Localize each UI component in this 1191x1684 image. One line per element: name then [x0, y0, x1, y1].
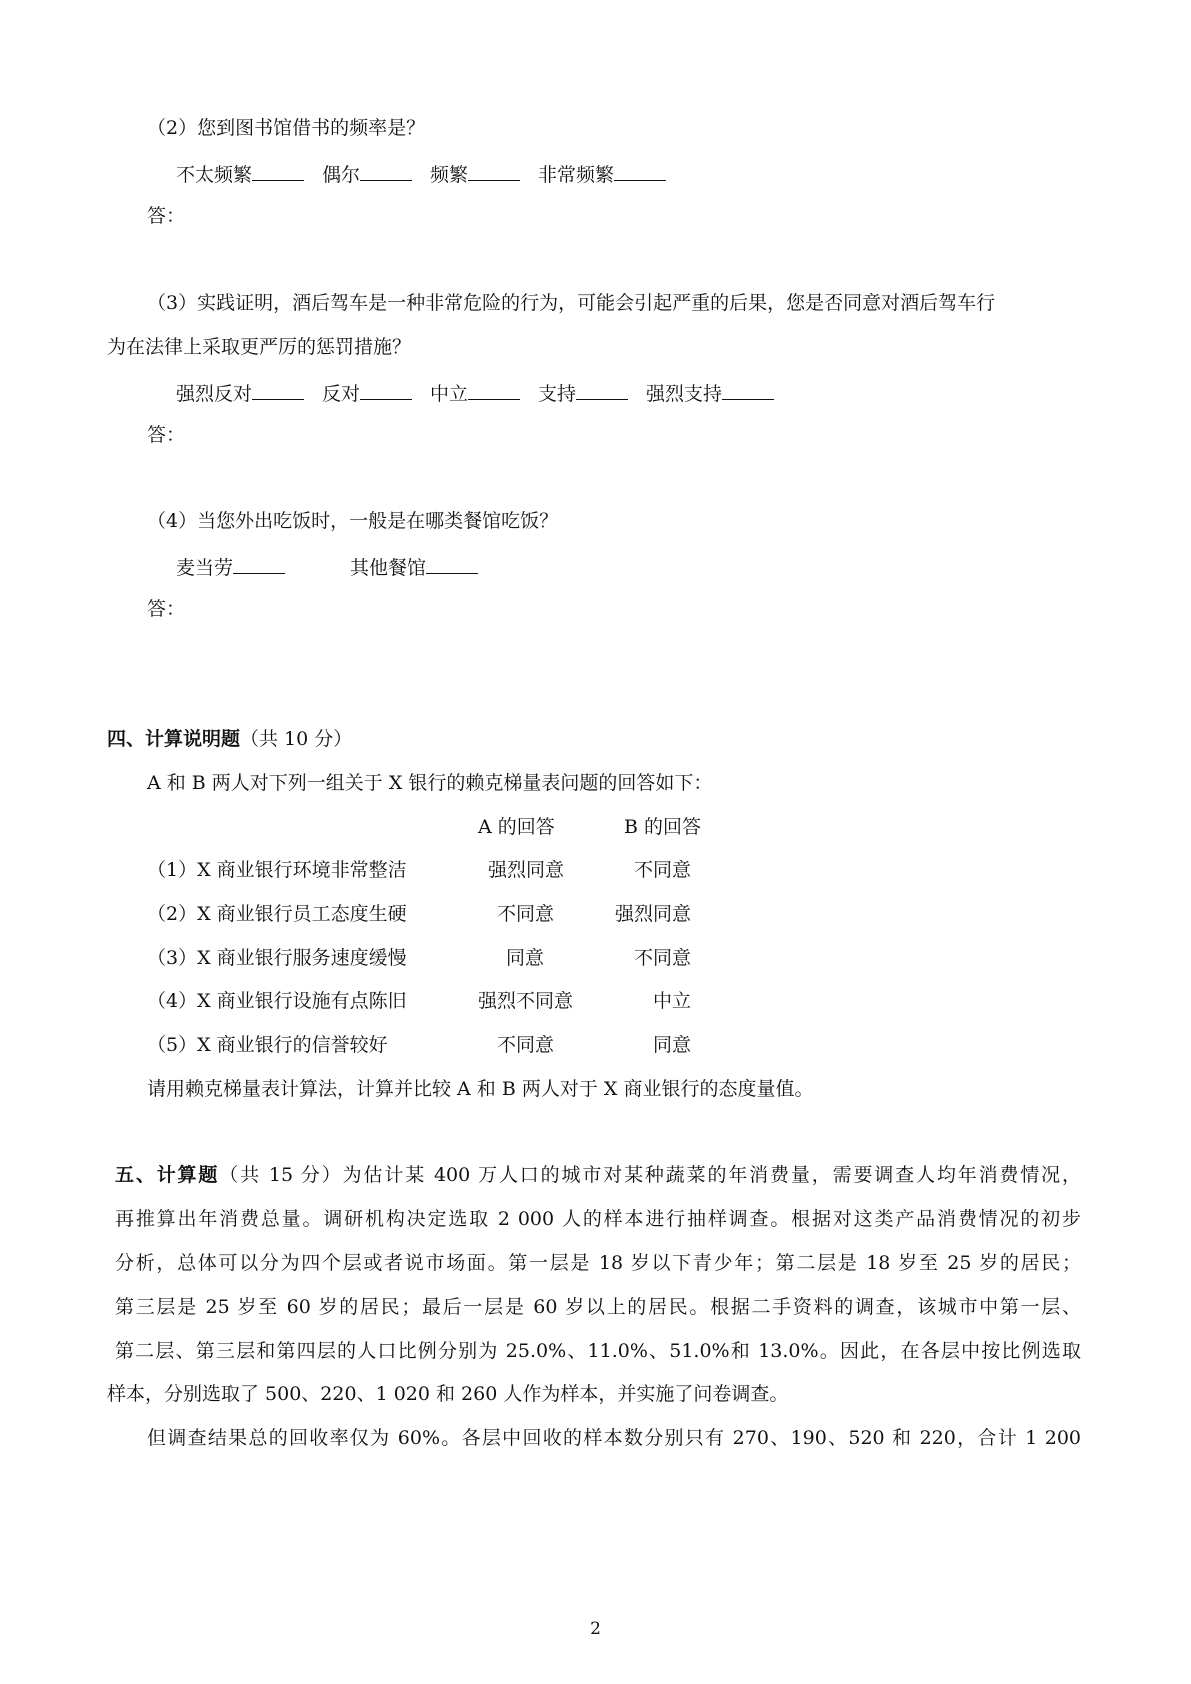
table-row-b: 不同意	[634, 859, 692, 881]
table-row-item: （5）X 商业银行的信誉较好	[147, 1034, 388, 1056]
section4-instruction: 请用赖克梯量表计算法，计算并比较 A 和 B 两人对于 X 商业银行的态度量值。	[147, 1078, 814, 1100]
section4-heading	[107, 727, 352, 751]
q2-blank-4[interactable]	[614, 162, 666, 181]
q3-question-line2: 为在法律上采取更严厉的惩罚措施？	[107, 336, 412, 358]
q4-option-2: 其他餐馆	[350, 553, 478, 580]
table-row-item: （4）X 商业银行设施有点陈旧	[147, 990, 407, 1012]
section4-title: 四、计算说明题	[107, 728, 241, 750]
q3-option-1: 强烈反对	[176, 379, 304, 406]
q4-question: （4）当您外出吃饭时，一般是在哪类餐馆吃饭？	[147, 510, 559, 532]
q4-blank-2[interactable]	[426, 555, 478, 574]
q4-blank-1[interactable]	[233, 555, 285, 574]
q3-option-3: 中立	[430, 379, 520, 406]
table-row-a: 强烈同意	[488, 859, 565, 881]
section4-score: （共 10 分）	[240, 728, 353, 750]
q3-answer-label: 答：	[147, 424, 186, 446]
table-row-item: （1）X 商业银行环境非常整洁	[147, 859, 407, 881]
section4-intro: A 和 B 两人对下列一组关于 X 银行的赖克梯量表问题的回答如下：	[147, 772, 713, 794]
section4-col-b-header: B 的回答	[624, 816, 702, 838]
q3-question-line1: （3）实践证明，酒后驾车是一种非常危险的行为，可能会引起严重的后果，您是否同意对酒后驾车行	[147, 292, 996, 314]
q3-blank-2[interactable]	[360, 381, 412, 400]
section5-line1-rest: （共 15 分）为估计某 400 万人口的城市对某种蔬菜的年消费量，需要调查人均年消费情况，	[219, 1164, 1081, 1186]
q2-option-1: 不太频繁	[176, 160, 304, 187]
q2-answer-label: 答：	[147, 205, 186, 227]
q3-option-2: 反对	[322, 379, 412, 406]
table-row-b: 强烈同意	[615, 903, 692, 925]
q3-blank-4[interactable]	[576, 381, 628, 400]
section4-col-a-header: A 的回答	[478, 816, 555, 838]
table-row-a: 不同意	[497, 1034, 555, 1056]
q3-option-5: 强烈支持	[646, 379, 774, 406]
table-row-item: （2）X 商业银行员工态度生硬	[147, 903, 407, 925]
q3-blank-3[interactable]	[468, 381, 520, 400]
q2-blank-2[interactable]	[360, 162, 412, 181]
q3-blank-1[interactable]	[252, 381, 304, 400]
table-row-a: 同意	[506, 947, 545, 969]
section5-line4: 第三层是 25 岁至 60 岁的居民；最后一层是 60 岁以上的居民。根据二手资料的调查，该城市中第一层、	[115, 1296, 1081, 1318]
q3-blank-5[interactable]	[722, 381, 774, 400]
q2-blank-1[interactable]	[252, 162, 304, 181]
section5-title: 五、计算题	[115, 1164, 220, 1186]
q4-answer-label: 答：	[147, 598, 186, 620]
section5-line6: 样本，分别选取了 500、220、1 020 和 260 人作为样本，并实施了问卷调查。	[107, 1383, 789, 1405]
q2-question: （2）您到图书馆借书的频率是？	[147, 117, 426, 139]
table-row-b: 中立	[653, 990, 692, 1012]
section5-line5: 第二层、第三层和第四层的人口比例分别为 25.0%、11.0%、51.0%和 13.0%。因此，在各层中按比例选取	[115, 1340, 1081, 1362]
q2-option-2: 偶尔	[322, 160, 412, 187]
section5-line2: 再推算出年消费总量。调研机构决定选取 2 000 人的样本进行抽样调查。根据对这类产品消费情况的初步	[115, 1208, 1081, 1230]
section5-line7: 但调查结果总的回收率仅为 60%。各层中回收的样本数分别只有 270、190、520 和 220，合计 1 200	[147, 1427, 1081, 1449]
table-row-a: 不同意	[497, 903, 555, 925]
q2-option-3: 频繁	[430, 160, 520, 187]
q2-blank-3[interactable]	[468, 162, 520, 181]
section5-line3: 分析，总体可以分为四个层或者说市场面。第一层是 18 岁以下青少年；第二层是 18 岁至 25 岁的居民；	[115, 1252, 1081, 1274]
q4-option-1: 麦当劳	[176, 553, 285, 580]
table-row-b: 同意	[653, 1034, 692, 1056]
table-row-item: （3）X 商业银行服务速度缓慢	[147, 947, 407, 969]
section5-line1	[115, 1163, 1081, 1187]
table-row-a: 强烈不同意	[478, 990, 574, 1012]
q3-option-4: 支持	[538, 379, 628, 406]
table-row-b: 不同意	[634, 947, 692, 969]
page-number: 2	[590, 1619, 601, 1639]
q2-option-4: 非常频繁	[538, 160, 666, 187]
